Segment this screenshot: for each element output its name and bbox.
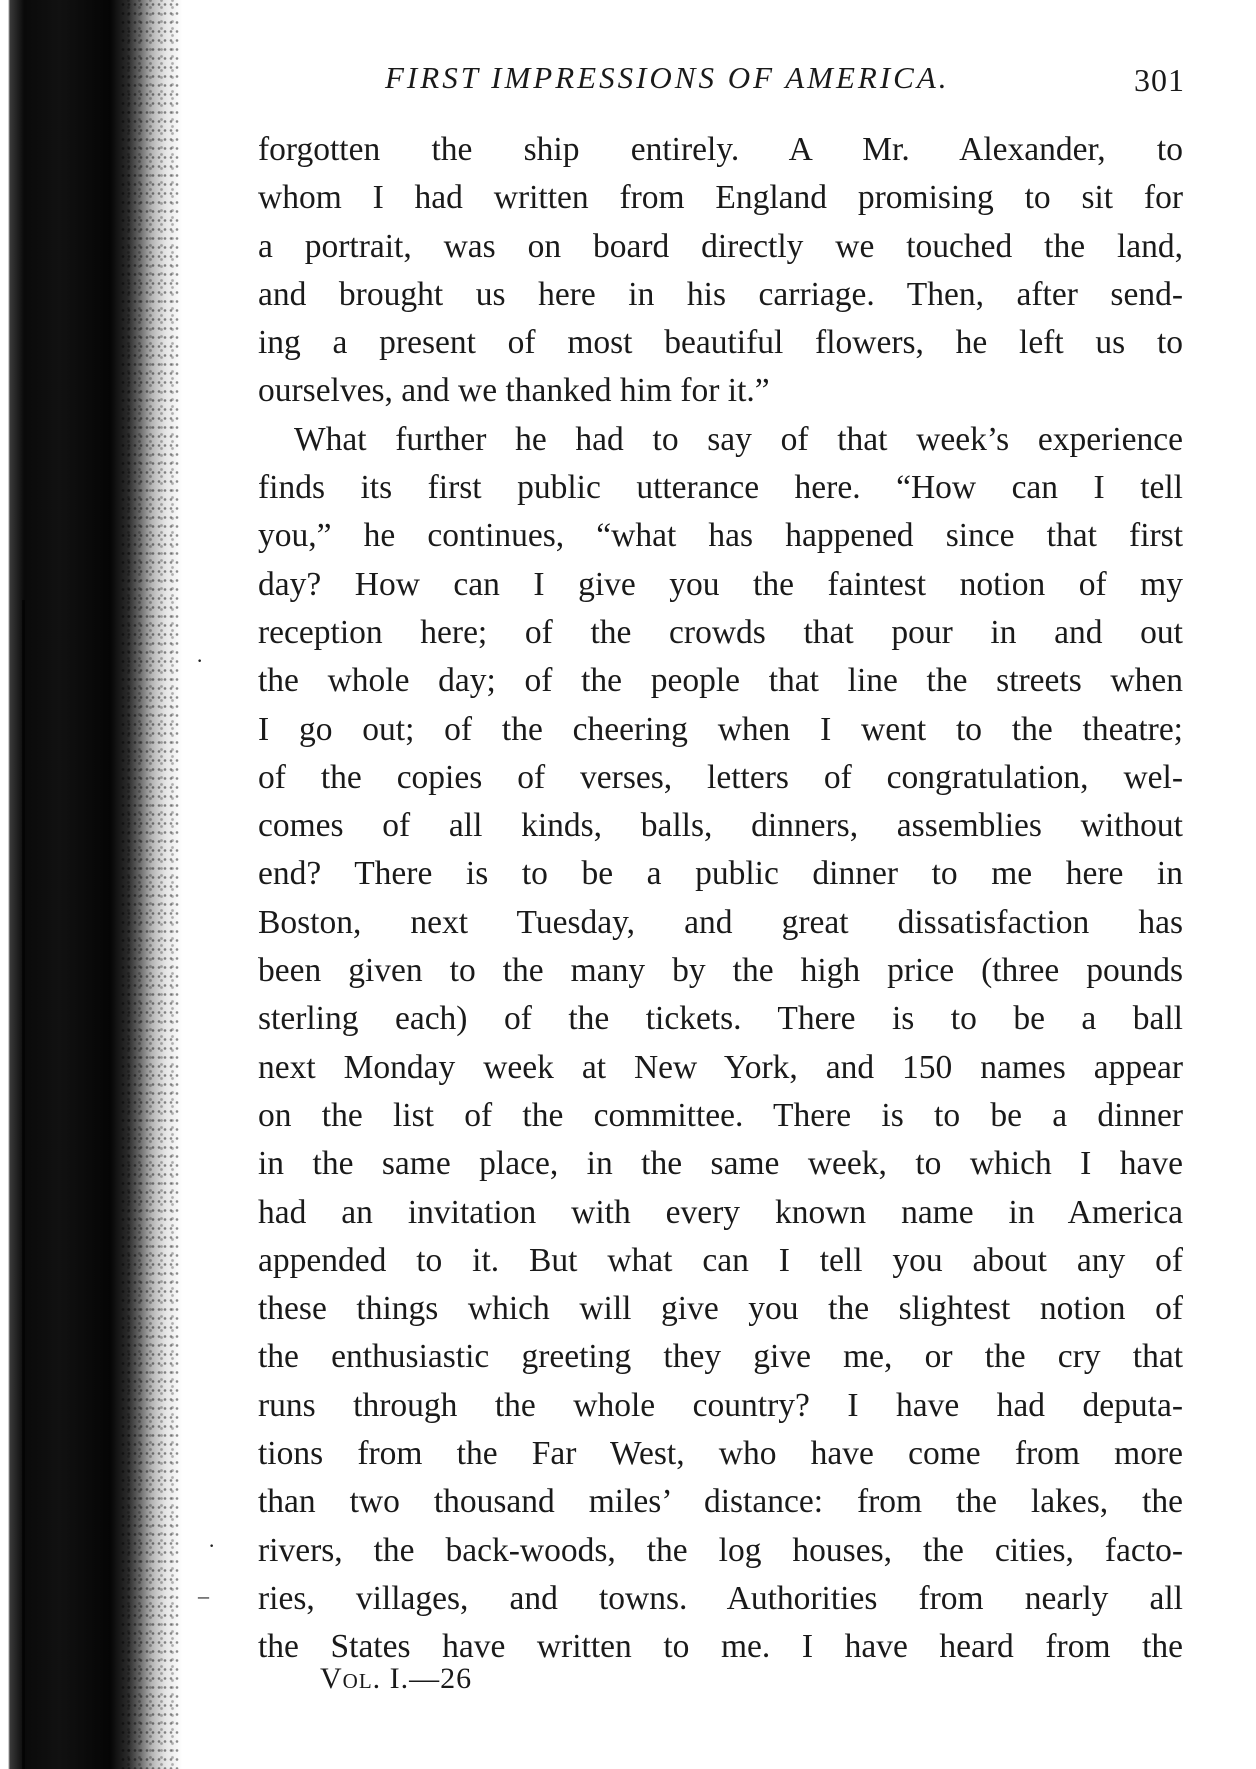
text-line: day? How can I give you the faintest notion of my (258, 565, 1183, 603)
text-line: the enthusiastic greeting they give me, or the cry that (258, 1338, 1183, 1376)
text-line: ries, villages, and towns. Authorities from nearly all (258, 1579, 1183, 1617)
text-line: appended to it. But what can I tell you about any of (258, 1241, 1183, 1279)
scan-speckle (120, 0, 180, 1769)
text-line: comes of all kinds, balls, dinners, assemblies without (258, 807, 1183, 845)
text-line: reception here; of the crowds that pour in and out (258, 613, 1183, 651)
text-line: a portrait, was on board directly we touched the land, (258, 227, 1183, 265)
text-line: forgotten the ship entirely. A Mr. Alexander, to (258, 131, 1183, 168)
text-line: Boston, next Tuesday, and great dissatisfaction has (258, 903, 1183, 941)
text-line: on the list of the committee. There is to be a dinner (258, 1096, 1183, 1134)
text-line: ing a present of most beautiful flowers, he left us to (258, 324, 1183, 362)
text-line: runs through the whole country? I have had deputa- (258, 1386, 1183, 1424)
text-line: of the copies of verses, letters of congratulation, wel- (258, 758, 1183, 796)
text-line: in the same place, in the same week, to which I have (258, 1145, 1183, 1183)
text-line: you,” he continues, “what has happened since that first (258, 517, 1183, 555)
margin-mark: · (208, 1533, 216, 1558)
page-number: 301 (1134, 62, 1185, 98)
signature-mark: Vol. I.—26 (320, 1662, 473, 1695)
page-header (345, 60, 1185, 106)
text-line: tions from the Far West, who have come from more (258, 1435, 1183, 1473)
text-line: and brought us here in his carriage. Then, after send- (258, 275, 1183, 313)
margin-mark: · (196, 648, 204, 673)
text-line: rivers, the back-woods, the log houses, the cities, facto- (258, 1531, 1183, 1569)
text-line: whom I had written from England promising to sit for (258, 179, 1183, 217)
running-title: FIRST IMPRESSIONS OF AMERICA. (385, 60, 950, 95)
text-line: had an invitation with every known name in America (258, 1193, 1183, 1231)
text-line: ourselves, and we thanked him for it.” (258, 372, 770, 410)
text-line: finds its first public utterance here. “How can I tell (258, 469, 1183, 507)
body-text (258, 126, 1183, 1672)
text-line: next Monday week at New York, and 150 names appear (258, 1048, 1183, 1086)
text-line: these things which will give you the slightest notion of (258, 1290, 1183, 1328)
text-line: than two thousand miles’ distance: from the lakes, the (258, 1483, 1183, 1521)
scan-edge-line (22, 600, 25, 1769)
text-line: What further he had to say of that week’s experience (294, 420, 1183, 458)
text-line: end? There is to be a public dinner to me here in (258, 855, 1183, 893)
text-line: the States have written to me. I have heard from the (258, 1628, 1183, 1666)
text-line: the whole day; of the people that line the streets when (258, 662, 1183, 700)
text-line: been given to the many by the high price (three pounds (258, 952, 1183, 990)
text-line: I go out; of the cheering when I went to the theatre; (258, 710, 1183, 748)
text-line: sterling each) of the tickets. There is to be a ball (258, 1000, 1183, 1038)
margin-mark: – (198, 1583, 209, 1608)
